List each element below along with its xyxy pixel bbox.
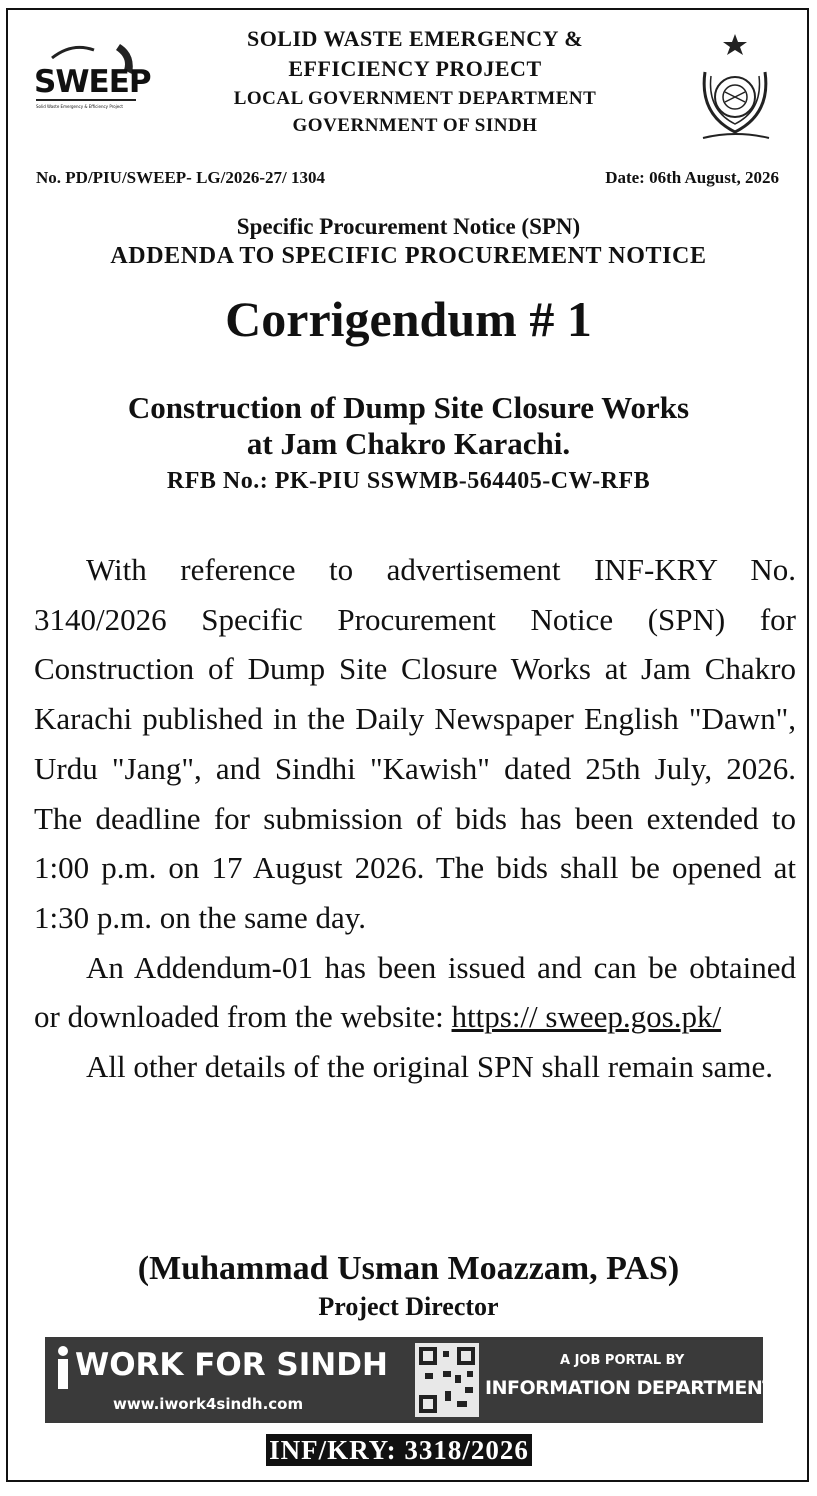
sweep-logo-text: SWEEP — [34, 64, 151, 100]
paragraph-addendum — [34, 943, 796, 1042]
header-line-1: SOLID WASTE EMERGENCY & — [246, 26, 584, 51]
iwork-for-sindh-banner — [45, 1337, 775, 1423]
reference-number: No. PD/PIU/SWEEP- LG/2026-27/ 1304 — [36, 168, 326, 187]
header-line-3: LOCAL GOVERNMENT DEPARTMENT — [233, 88, 597, 109]
subject-line-2: at Jam Chakro Karachi. — [246, 426, 571, 461]
header-line-2: EFFICIENCY PROJECT — [288, 56, 542, 81]
sweep-logo — [32, 40, 151, 118]
notice-addenda: ADDENDA TO SPECIFIC PROCUREMENT NOTICE — [110, 243, 707, 269]
portal-line-1: A JOB PORTAL BY — [560, 1353, 685, 1368]
rfb-number: RFB No.: PK-PIU SSWMB-564405-CW-RFB — [166, 468, 651, 494]
sweep-logo-subtitle: Solid Waste Emergency & Efficiency Project — [36, 104, 124, 109]
notice-type: Specific Procurement Notice (SPN) — [236, 214, 581, 239]
inf-kry-tag: INF/KRY: 3318/2026 — [266, 1434, 532, 1466]
qr-code-icon — [415, 1343, 479, 1422]
addendum-text: An Addendum-01 has been issued and can be obtained or downloaded from the website: — [34, 949, 796, 1035]
paragraph-other-details: All other details of the original SPN shall remain same. — [86, 1049, 774, 1085]
signatory-designation: Project Director — [318, 1292, 499, 1321]
signatory-name: (Muhammad Usman Moazzam, PAS) — [137, 1250, 680, 1287]
banner-url[interactable]: www.iwork4sindh.com — [113, 1395, 304, 1413]
subject-line-1: Construction of Dump Site Closure Works — [127, 390, 690, 425]
sindh-government-seal-icon — [693, 32, 778, 147]
paragraph-deadline-extension: With reference to advertisement INF-KRY No. 3140/2026 Specific Procurement Notice (SPN) for Construction of Dump Site Closure Works at Jam Chakro Karachi published in the Daily Newspaper English "Dawn", Urdu "Jang", and Sindhi "Kawish" dated 25th July, 2026. The deadline for submission of bids has been extended to 1:00 p.m. on 17 August 2026. The bids shall be opened at 1:30 p.m. on the same day. — [34, 552, 796, 935]
website-link[interactable]: https:// sweep.gos.pk/ — [451, 999, 722, 1035]
banner-title: WORK FOR SINDH — [75, 1347, 388, 1383]
notice-date: Date: 06th August, 2026 — [605, 168, 779, 187]
portal-line-2: INFORMATION DEPARTMENT — [485, 1377, 775, 1399]
corrigendum-title: Corrigendum # 1 — [225, 291, 592, 347]
notice-body — [34, 545, 796, 1092]
header-line-4: GOVERNMENT OF SINDH — [292, 115, 538, 136]
iwork-i-icon — [55, 1345, 71, 1396]
